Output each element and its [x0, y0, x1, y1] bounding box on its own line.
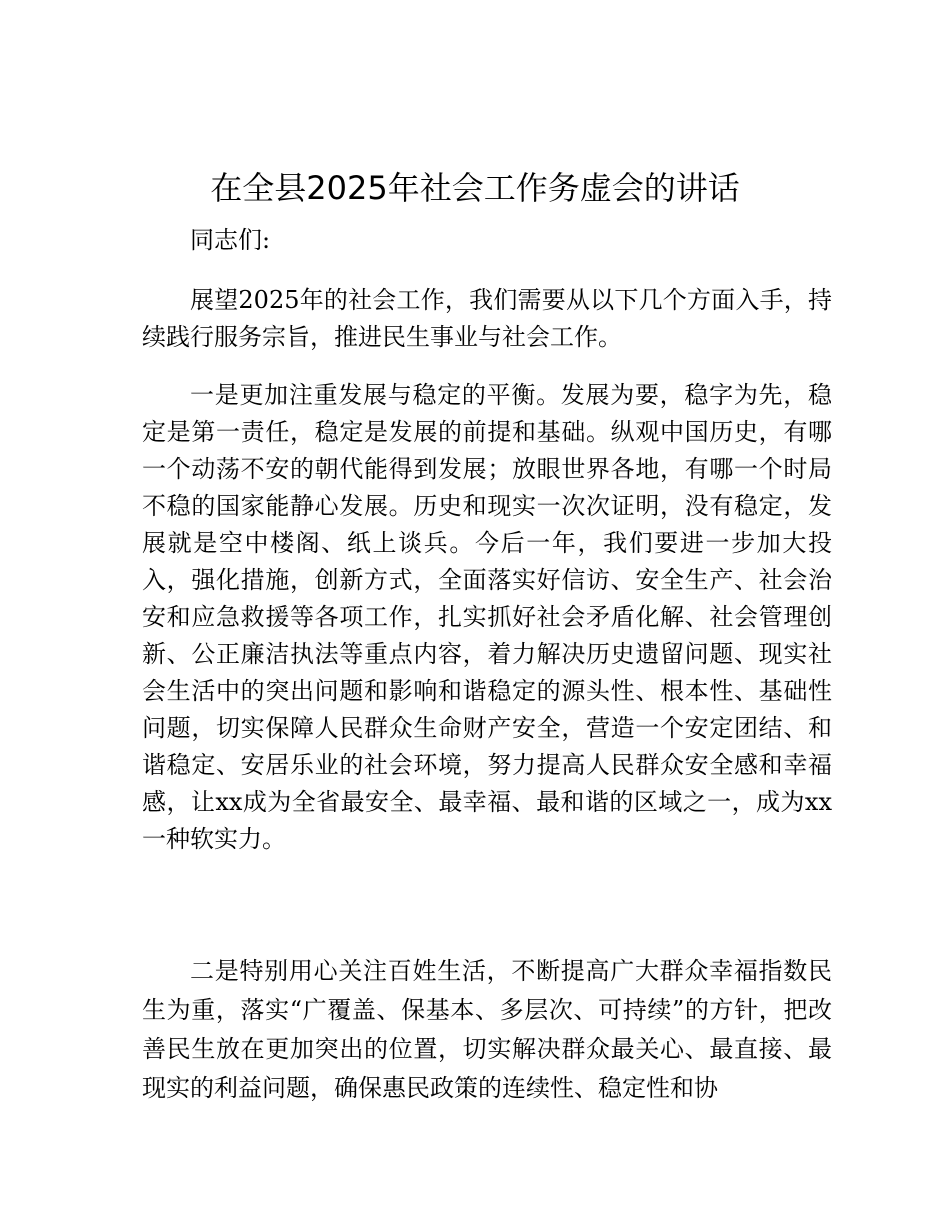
paragraph-2-block — [142, 377, 832, 858]
salutation-block — [142, 222, 832, 259]
paragraph-livelihood: 二是特别用心关注百姓生活，不断提高广大群众幸福指数民生为重，落实“广覆盖、保基本、多层次、可持续”的方针，把改善民生放在更加突出的位置，切实解决群众最关心、最直接、最现实的利益问题，确保惠民政策的连续性、稳定性和协 — [142, 957, 832, 1102]
salutation: 同志们: — [190, 226, 271, 254]
paragraph-intro: 展望2025年的社会工作，我们需要从以下几个方面入手，持续践行服务宗旨，推进民生事业与社会工作。 — [142, 286, 832, 351]
paragraph-1-block — [142, 282, 832, 356]
document-title: 在全县2025年社会工作务虚会的讲话 — [210, 169, 740, 207]
paragraph-3-block — [142, 952, 832, 1108]
paragraph-stability: 一是更加注重发展与稳定的平衡。发展为要，稳字为先，稳定是第一责任，稳定是发展的前提和基础。纵观中国历史，有哪一个动荡不安的朝代能得到发展；放眼世界各地，有哪一个时局不稳的国家能静心发展。历史和现实一次次证明，没有稳定，发展就是空中楼阁、纸上谈兵。今后一年，我们要进一步加大投入，强化措施，创新方式，全面落实好信访、安全生产、社会治安和应急救援等各项工作，扎实抓好社会矛盾化解、社会管理创新、公正廉洁执法等重点内容，着力解决历史遗留问题、现实社会生活中的突出问题和影响和谐稳定的源头性、根本性、基础性问题，切实保障人民群众生命财产安全，营造一个安定团结、和谐稳定、安居乐业的社会环境，努力提高人民群众安全感和幸福感，让xx成为全省最安全、最幸福、最和谐的区域之一，成为xx一种软实力。 — [142, 381, 832, 853]
